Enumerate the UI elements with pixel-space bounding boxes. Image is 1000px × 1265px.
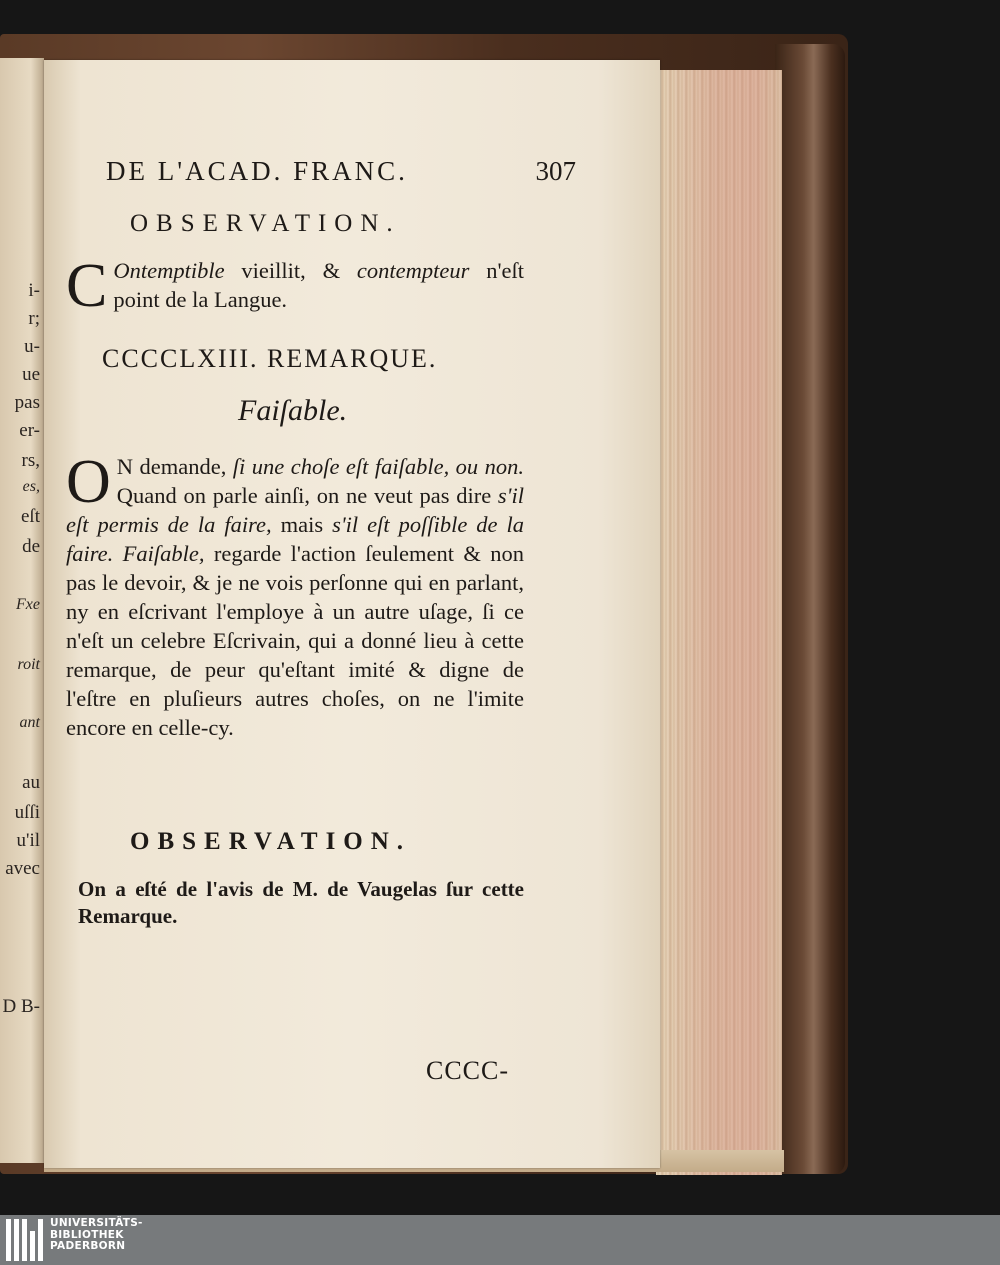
- observation-paragraph-2: On a eſté de l'avis de M. de Vaugelas ſur cette Remarque.: [78, 877, 524, 928]
- institution-line: BIBLIOTHEK: [50, 1228, 124, 1241]
- left-fragment: er-: [19, 420, 40, 441]
- left-fragment: u-: [24, 336, 40, 357]
- running-head-title: DE L'ACAD. FRANC.: [106, 156, 408, 186]
- left-fragment: uſſi: [14, 802, 40, 823]
- left-fragment: avec: [5, 858, 40, 879]
- left-fragment: de: [22, 536, 40, 557]
- left-fragment: D B-: [2, 996, 40, 1017]
- paragraph-text: N demande,: [116, 454, 233, 479]
- paragraph-text: Quand on parle ainſi, on ne veut pas dire: [116, 483, 498, 508]
- italic-phrase: Faiſable,: [113, 541, 205, 566]
- remarque-subject: Faiſable.: [238, 394, 348, 427]
- paragraph-text: n'eſt point de la Langue.: [113, 258, 524, 312]
- remarque-heading: CCCCLXIII. REMARQUE.: [102, 344, 438, 373]
- left-fragment: u'il: [16, 830, 40, 851]
- left-fragment: es,: [22, 478, 40, 495]
- left-fragment: rs,: [21, 450, 40, 471]
- italic-phrase: s'il eſt permis de la faire,: [66, 483, 524, 537]
- library-logo-text: [50, 1218, 143, 1253]
- left-fragment: i-: [28, 280, 40, 301]
- catchword: CCCC-: [426, 1056, 510, 1085]
- left-fragment: Fxe: [16, 596, 40, 613]
- left-page-sliver: [0, 58, 44, 1163]
- drop-cap: O: [66, 448, 111, 516]
- institution-line: PADERBORN: [50, 1240, 126, 1252]
- italic-term: Ontemptible: [113, 258, 225, 283]
- left-fragment: ue: [22, 364, 40, 385]
- observation-heading-2: OBSERVATION.: [130, 828, 412, 855]
- library-logo-icon: [6, 1219, 44, 1261]
- left-fragment: roit: [17, 656, 40, 673]
- page-block-edges: [656, 70, 782, 1175]
- paragraph-text: regarde l'action ſeulement & non pas le devoir, & je ne vois perſonne qui en parlant, ny en eſcrivant l'employe à un autre uſage, ſi ce n'eſt un celebre Eſcrivain, qui a donné lieu à cette remarque, de peur qu'eſtant imité & digne de l'eſtre en pluſieurs autres choſes, on ne l'imite encore en celle-cy.: [66, 541, 524, 740]
- left-fragment: eſt: [21, 506, 40, 527]
- italic-phrase: ſi une choſe eſt faiſable, ou non.: [232, 454, 524, 479]
- observation-heading: OBSERVATION.: [130, 210, 401, 237]
- left-fragment: au: [22, 772, 40, 793]
- paragraph-text: vieillit, &: [224, 258, 357, 283]
- page-text: [44, 60, 660, 1168]
- left-fragment: pas: [14, 392, 40, 413]
- drop-cap: C: [66, 252, 108, 320]
- left-fragment: ant: [19, 714, 40, 731]
- library-footer-bar: [0, 1215, 1000, 1265]
- italic-term: contempteur: [356, 258, 470, 283]
- italic-phrase: s'il eſt poſſible de la faire.: [66, 512, 524, 566]
- institution-line: UNIVERSITÄTS-: [50, 1217, 143, 1229]
- paragraph-text: mais: [271, 512, 333, 537]
- left-page-text: [0, 58, 44, 1163]
- remarque-paragraph: [66, 448, 524, 742]
- observation-paragraph: [66, 252, 524, 320]
- right-page: [44, 60, 660, 1168]
- left-fragment: r;: [28, 308, 40, 329]
- page-number: 307: [535, 156, 576, 186]
- book-binding-edge: [775, 44, 845, 1174]
- running-head: [106, 156, 576, 187]
